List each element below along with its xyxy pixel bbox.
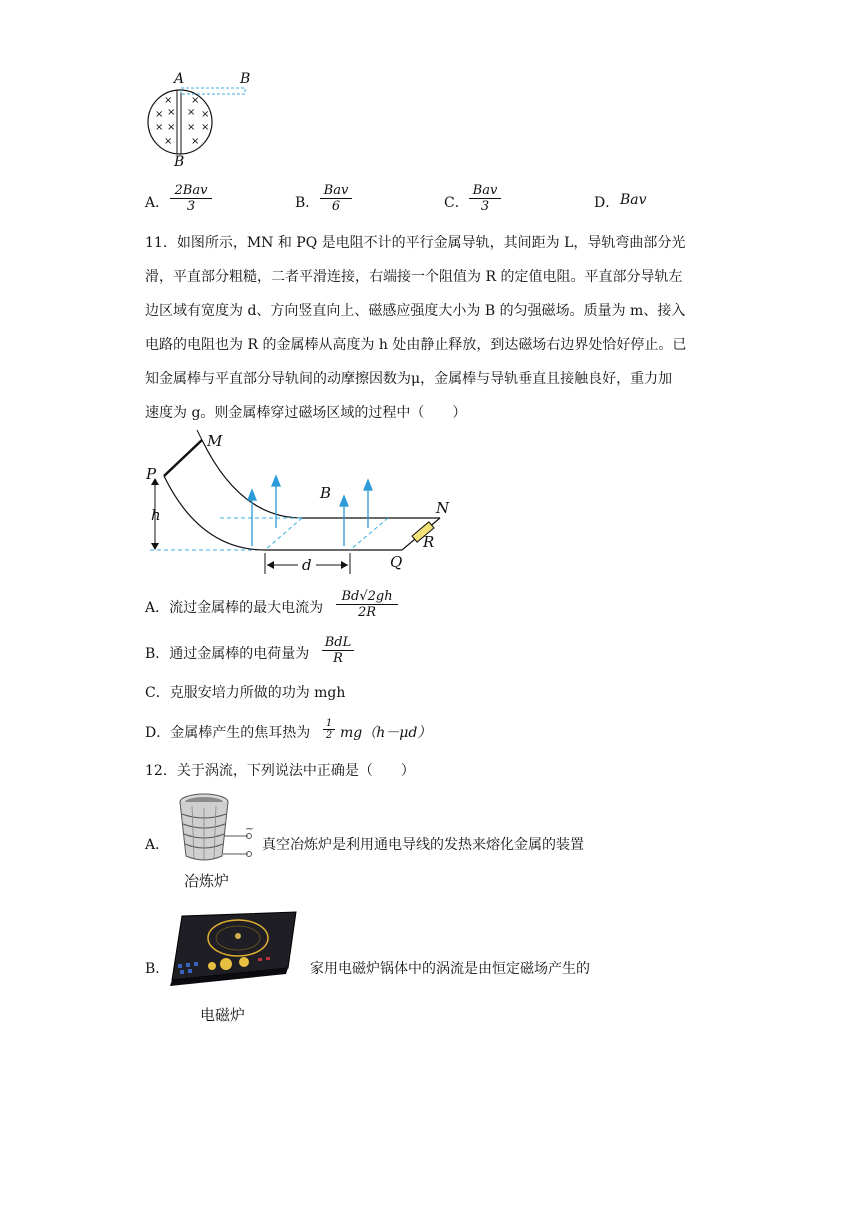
q11-figure (140, 428, 460, 578)
svg-text:×: × (164, 136, 173, 147)
q11-option-d-suffix: mg（h－μd） (340, 725, 432, 741)
q10-option-a-num: 2Bav (170, 183, 212, 199)
q10-option-a-den: 3 (186, 199, 196, 214)
q11-option-d-text: D．金属棒产生的焦耳热为 (145, 725, 311, 741)
svg-text:×: × (187, 122, 196, 133)
q10-option-b-fraction (320, 183, 352, 214)
q11-option-a-text: A．流过金属棒的最大电流为 (145, 600, 324, 616)
rotated-rod-dashed (181, 88, 245, 94)
metal-rod (164, 440, 202, 476)
q11-line-1: 11．如图所示，MN 和 PQ 是电阻不计的平行金属导轨，其间距为 L，导轨弯曲部分光 (145, 235, 686, 251)
q11-option-a-num: Bd√2gh (336, 589, 398, 605)
q12-option-b-text: 家用电磁炉锅体中的涡流是由恒定磁场产生的 (310, 961, 590, 977)
svg-text:×: × (164, 95, 173, 106)
q10-option-c-den: 3 (480, 199, 490, 214)
q11-option-b-text: B．通过金属棒的电荷量为 (145, 646, 310, 662)
q10-option-d-letter: D． (594, 195, 620, 211)
q11-option-d-half (323, 718, 335, 741)
q11-label-p: P (146, 465, 157, 483)
q12-option-b-caption: 电磁炉 (200, 1006, 246, 1024)
q11-option-c-text: C．克服安培力所做的功为 mgh (145, 685, 346, 701)
smelting-furnace-image (176, 792, 256, 870)
svg-text:×: × (191, 95, 200, 106)
q10-option-b-den: 6 (331, 199, 341, 214)
q10-option-d-text: Bav (620, 192, 647, 208)
q10-option-b-letter: B． (295, 195, 320, 211)
q11-option-a-fraction (336, 589, 398, 620)
q11-label-b: B (320, 484, 332, 502)
svg-text:×: × (167, 107, 176, 118)
rail-top-stub (197, 430, 202, 440)
q11-label-m: M (207, 432, 223, 450)
q11-option-d-half-den: 2 (325, 730, 333, 741)
q11-label-q: Q (390, 553, 403, 571)
q12-option-a-text: 真空冶炼炉是利用通电导线的发热来熔化金属的装置 (262, 837, 584, 853)
q11-option-b-fraction (322, 635, 354, 666)
induction-cooker-image (168, 908, 300, 998)
svg-text:×: × (191, 136, 200, 147)
q11-option-b-num: BdL (322, 635, 354, 651)
q10-option-c-fraction (469, 183, 501, 214)
q11-option-d-half-num: 1 (323, 718, 335, 730)
q11-line-6: 速度为 g。则金属棒穿过磁场区域的过程中（ ） (145, 405, 467, 421)
cross-marks (155, 95, 209, 147)
q10-option-a-letter: A． (145, 195, 170, 211)
svg-text:×: × (155, 109, 164, 120)
svg-text:×: × (201, 109, 210, 120)
q11-line-5: 知金属棒与平直部分导轨间的动摩擦因数为μ，金属棒与导轨垂直且接触良好，重力加 (145, 371, 673, 387)
d-arrow-right (341, 561, 348, 569)
field-right-boundary (350, 518, 388, 550)
q11-label-h: h (151, 506, 161, 524)
rail-mn-curve (202, 440, 440, 518)
q10-option-c-letter: C． (444, 195, 469, 211)
svg-text:×: × (187, 107, 196, 118)
d-arrow-left (267, 561, 274, 569)
q10-option-a-fraction (170, 183, 212, 214)
svg-text:×: × (167, 122, 176, 133)
svg-text:×: × (155, 122, 164, 133)
q11-label-n: N (436, 499, 450, 517)
q11-label-d: d (302, 556, 312, 574)
q12-option-b-letter: B． (145, 961, 170, 977)
svg-text:×: × (201, 122, 210, 133)
q11-line-3: 边区域有宽度为 d、方向竖直向上、磁感应强度大小为 B 的匀强磁场。质量为 m、接入 (145, 303, 686, 319)
q12-stem: 12．关于涡流，下列说法中正确是（ ） (145, 763, 415, 779)
q11-line-4: 电路的电阻也为 R 的金属棒从高度为 h 处由静止释放，到达磁场右边界处恰好停止。已 (145, 337, 687, 353)
q11-label-r: R (423, 533, 435, 551)
q11-option-b-den: R (333, 651, 343, 666)
height-arrow-bottom (151, 543, 159, 550)
q12-option-a-letter: A． (145, 837, 170, 853)
q10-option-b-num: Bav (320, 183, 352, 199)
q12-option-a-symbol: ~ (245, 822, 255, 835)
q10-label-b-bottom: B (174, 154, 185, 170)
q11-line-2: 滑，平直部分粗糙，二者平滑连接，右端接一个阻值为 R 的定值电阻。平直部分导轨左 (145, 269, 683, 285)
q10-label-b-top: B (240, 71, 251, 87)
q11-option-a-den: 2R (357, 605, 377, 620)
q10-option-c-num: Bav (469, 183, 501, 199)
field-left-boundary (265, 518, 302, 550)
q12-option-a-caption: 冶炼炉 (184, 872, 230, 890)
q10-label-a: A (174, 71, 185, 87)
